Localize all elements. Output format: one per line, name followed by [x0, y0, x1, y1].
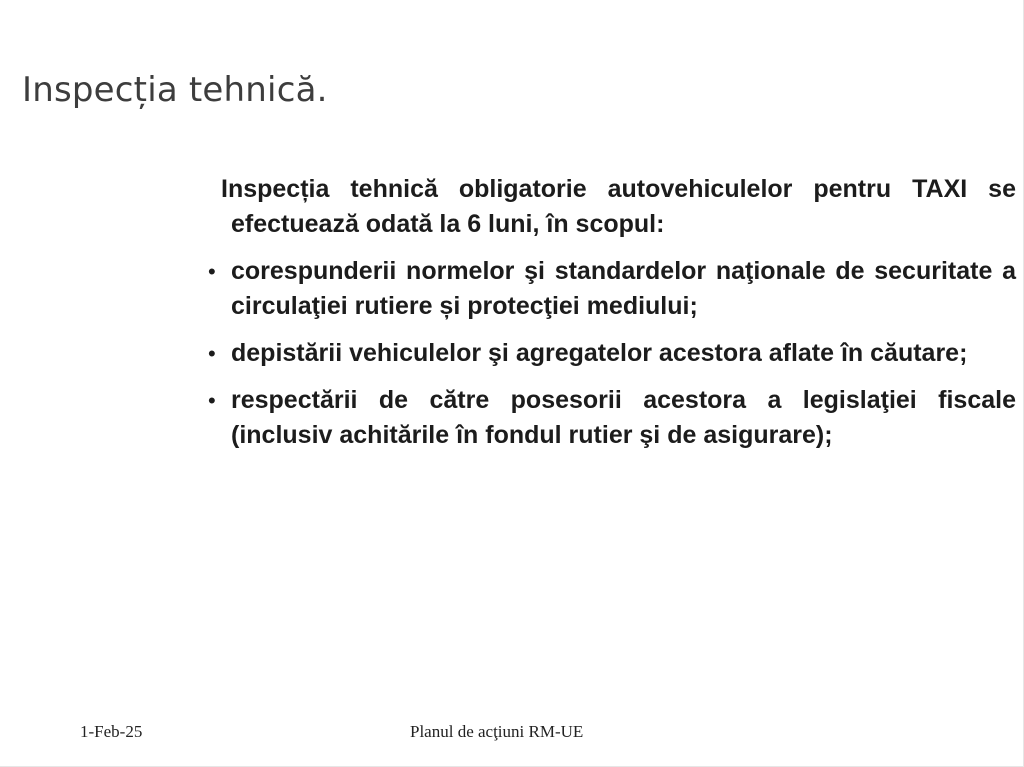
footer-title: Planul de acţiuni RM-UE [410, 722, 584, 741]
slide-body [208, 172, 1016, 465]
bullet-text: depistării vehiculelor şi agregatelor acestora aflate în căutare; [231, 339, 968, 367]
bullet-marker: • [208, 388, 216, 413]
intro-paragraph: Inspecția tehnică obligatorie autovehiculelor pentru TAXI se efectuează odată la 6 luni, în scopul: [221, 175, 1016, 238]
footer-date: 1-Feb-25 [80, 722, 143, 741]
slide-title: Inspecția tehnică. [22, 70, 328, 110]
bullet-text: respectării de către posesorii acestora a legislaţiei fiscale (inclusiv achitările în fondul rutier şi de asigurare); [231, 386, 1016, 449]
bullet-item [208, 383, 1016, 453]
bullet-marker: • [208, 259, 216, 284]
bullet-text: corespunderii normelor şi standardelor naţionale de securitate a circulaţiei rutiere și protecţiei mediului; [231, 257, 1016, 320]
bullet-marker: • [208, 341, 216, 366]
bullet-item [208, 336, 1016, 371]
bullet-item [208, 254, 1016, 324]
